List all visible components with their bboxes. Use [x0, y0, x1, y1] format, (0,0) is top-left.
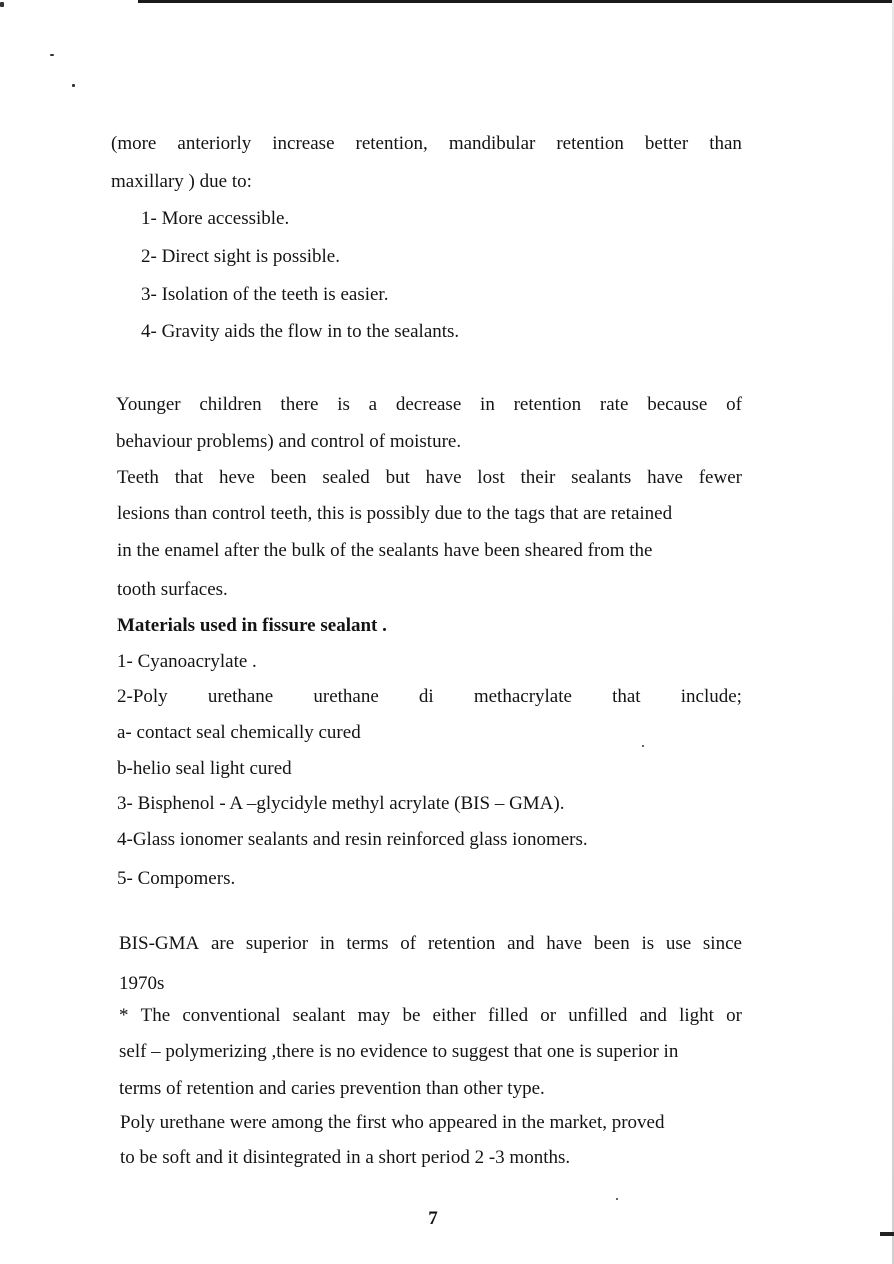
word: use — [665, 933, 692, 954]
page-number: 7 — [428, 1208, 438, 1229]
reason-item: 3- Isolation of the teeth is easier. — [141, 284, 389, 305]
word: may — [357, 1005, 391, 1026]
word: since — [702, 933, 742, 954]
word: are — [210, 933, 235, 954]
word: increase — [272, 133, 335, 154]
paragraph-3-line-2: lesions than control teeth, this is possibly due to the tags that are retained — [117, 503, 673, 524]
material-item-2b: b-helio seal light cured — [117, 758, 292, 779]
material-item-5: 5- Compomers. — [117, 868, 236, 889]
word: or — [540, 1005, 557, 1026]
paragraph-2-line-1 — [116, 393, 742, 417]
scan-speck — [50, 54, 54, 56]
word: include; — [680, 686, 742, 707]
word: is — [641, 933, 655, 954]
paragraph-2-line-2: behaviour problems) and control of moisture. — [116, 431, 462, 452]
word: be — [402, 1005, 421, 1026]
paragraph-1-line-2: maxillary ) due to: — [111, 171, 252, 192]
word: better — [644, 133, 689, 154]
word: either — [432, 1005, 476, 1026]
paragraph-4-line-2: 1970s — [119, 973, 165, 994]
material-item-2a: a- contact seal chemically cured — [117, 722, 361, 743]
scan-corner-mark — [880, 1232, 894, 1236]
word: di — [418, 686, 434, 707]
scan-speck — [72, 84, 75, 87]
word: than — [709, 133, 742, 154]
word: heve — [219, 467, 255, 488]
paragraph-5-line-2: self – polymerizing ,there is no evidence to suggest that one is superior in — [119, 1041, 679, 1062]
word: 2-Poly — [117, 686, 168, 707]
word: retention, — [355, 133, 428, 154]
paragraph-6-line-1: Poly urethane were among the first who appeared in the market, proved — [120, 1112, 665, 1133]
word: retention — [556, 133, 624, 154]
word: anteriorly — [177, 133, 252, 154]
paragraph-5-line-1 — [119, 1004, 742, 1028]
word: or — [726, 1005, 742, 1026]
paragraph-3-line-3: in the enamel after the bulk of the sealants have been sheared from the — [117, 540, 653, 561]
material-item-1: 1- Cyanoacrylate . — [117, 651, 257, 672]
word: is — [337, 394, 350, 415]
word: light — [679, 1005, 714, 1026]
material-item-3: 3- Bisphenol - A –glycidyle methyl acrylate (BIS – GMA). — [117, 793, 565, 814]
word: lost — [477, 467, 505, 488]
word: urethane — [313, 686, 379, 707]
scan-speck — [616, 1198, 618, 1200]
word: (more — [111, 133, 157, 154]
paragraph-3-line-4: tooth surfaces. — [117, 579, 228, 600]
word: unfilled — [568, 1005, 628, 1026]
word: The — [140, 1005, 171, 1026]
word: and — [639, 1005, 667, 1026]
word: mandibular — [448, 133, 536, 154]
word: have — [647, 467, 683, 488]
word: been — [270, 467, 307, 488]
word: filled — [487, 1005, 529, 1026]
word: of — [726, 394, 742, 415]
materials-heading: Materials used in fissure sealant . — [117, 615, 387, 636]
word: * — [119, 1005, 129, 1026]
word: in — [480, 394, 495, 415]
word: Teeth — [117, 467, 159, 488]
word: retention — [513, 394, 582, 415]
reason-item: 2- Direct sight is possible. — [141, 246, 340, 267]
word: have — [425, 467, 462, 488]
word: that — [174, 467, 204, 488]
word: sealants — [571, 467, 632, 488]
word: of — [400, 933, 417, 954]
material-item-2 — [117, 685, 742, 709]
paragraph-4-line-1 — [119, 932, 742, 956]
word: Younger — [116, 394, 181, 415]
word: sealed — [322, 467, 370, 488]
paragraph-6-line-2: to be soft and it disintegrated in a short period 2 -3 months. — [120, 1147, 571, 1168]
word: superior — [245, 933, 309, 954]
paragraph-3-line-1 — [117, 466, 742, 490]
word: rate — [599, 394, 629, 415]
word: children — [199, 394, 262, 415]
word: retention — [427, 933, 496, 954]
word: decrease — [395, 394, 462, 415]
word: been — [593, 933, 630, 954]
word: that — [612, 686, 641, 707]
paragraph-5-line-3: terms of retention and caries prevention than other type. — [119, 1078, 545, 1099]
reason-item: 4- Gravity aids the flow in to the sealants. — [141, 321, 460, 342]
word: a — [368, 394, 378, 415]
word: have — [546, 933, 583, 954]
word: there — [280, 394, 319, 415]
reason-item: 1- More accessible. — [141, 208, 290, 229]
word: because — [647, 394, 708, 415]
word: fewer — [698, 467, 742, 488]
word: conventional — [182, 1005, 281, 1026]
word: BIS-GMA — [119, 933, 200, 954]
paragraph-1-line-1 — [111, 132, 742, 156]
material-item-4: 4-Glass ionomer sealants and resin reinforced glass ionomers. — [117, 829, 588, 850]
scan-speck — [0, 2, 4, 7]
word: but — [385, 467, 410, 488]
scan-speck — [642, 745, 644, 747]
word: in — [319, 933, 335, 954]
word: and — [507, 933, 535, 954]
word: sealant — [292, 1005, 346, 1026]
word: urethane — [207, 686, 274, 707]
word: methacrylate — [473, 686, 572, 707]
word: terms — [346, 933, 389, 954]
word: their — [520, 467, 556, 488]
scan-top-rule — [138, 0, 894, 3]
